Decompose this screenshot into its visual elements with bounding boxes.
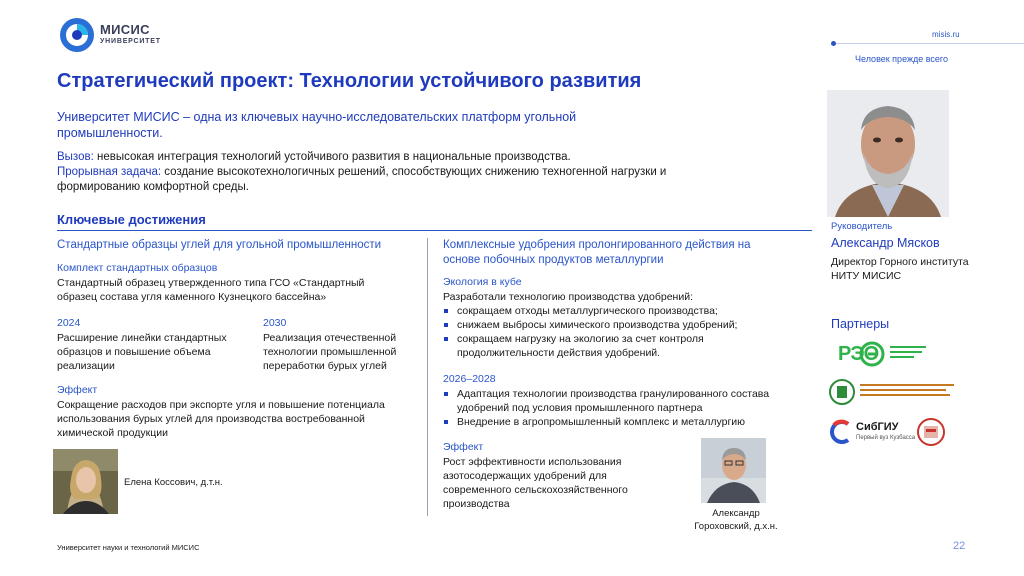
reo-line (890, 356, 914, 358)
partner-reo-logo (828, 340, 928, 368)
gorokhovsky-caption (686, 507, 786, 533)
page-number: 22 (953, 540, 966, 552)
challenge-label: Вызов: (57, 151, 94, 163)
leader-photo (827, 90, 949, 217)
years-bullets (443, 387, 788, 429)
gorokhovsky-name-line2: Гороховский, д.х.н. (694, 521, 778, 532)
partner-institute-logo (828, 378, 956, 406)
partners-heading: Партнеры (831, 317, 890, 331)
gorokhovsky-name-line1: Александр (712, 508, 760, 519)
sibgiu-icon (828, 419, 852, 445)
eco-label: Экология в кубе (443, 276, 522, 288)
kossovich-caption: Елена Коссович, д.т.н. (124, 477, 223, 488)
leader-position: Директор Горного института НИТУ МИСИС (831, 256, 969, 282)
header-divider (834, 43, 1024, 44)
sibgiu-sub: Первый вуз Кузбасса (856, 435, 916, 441)
institute-line (860, 394, 950, 396)
list-item: сокращаем отходы металлургического производства; (443, 304, 788, 318)
list-item: сокращаем нагрузку на экологию за счет контроля продолжительности действия удобрений. (443, 332, 788, 360)
year-2030-text: Реализация отечественной технологии промышленной переработки бурых углей (263, 332, 397, 372)
achievements-heading: Ключевые достижения (57, 212, 206, 227)
left-effect-text: Сокращение расходов при экспорте угля и повышение потенциала использования бурых углей для производства востребованной химической продукции (57, 399, 385, 439)
years-label: 2026–2028 (443, 373, 496, 385)
left-column-title: Стандартные образцы углей для угольной промышленности (57, 239, 382, 251)
leader-name: Александр Мясков (831, 236, 940, 250)
breakthrough-text: создание высокотехнологичных решений, способствующих снижению техногенной нагрузки и формированию комфортной среды. (57, 166, 667, 193)
eco-bullets (443, 304, 788, 360)
kit-text: Стандартный образец утвержденного типа ГСО «Стандартный образец состава угля каменного Кузнецкого бассейна» (57, 277, 365, 303)
year-2024-label: 2024 (57, 317, 81, 329)
year-2030-label: 2030 (263, 317, 287, 329)
footer-text: Университет науки и технологий МИСИС (57, 543, 200, 552)
list-item: Адаптация технологии производства гранулированного состава удобрений под условия промышленного партнера (443, 387, 788, 415)
logo-subtitle: УНИВЕРСИТЕТ (100, 38, 161, 45)
list-item: снижаем выбросы химического производства удобрений; (443, 318, 788, 332)
column-divider (427, 238, 428, 516)
kossovich-photo (53, 449, 118, 514)
right-column-title: Комплексные удобрения пролонгированного действия на основе побочных продуктов металлургии (443, 239, 751, 266)
list-item: Внедрение в агропромышленный комплекс и металлургию (443, 415, 788, 429)
reo-line (890, 346, 926, 348)
institute-emblem-icon (828, 378, 856, 406)
challenge-text: невысокая интеграция технологий устойчивого развития в национальные производства. (93, 151, 571, 163)
breakthrough-label: Прорывная задача: (57, 166, 162, 178)
challenge-paragraph (57, 150, 697, 165)
slogan: Человек прежде всего (855, 54, 949, 64)
reo-text: РЭО (838, 343, 879, 365)
left-effect-label: Эффект (57, 384, 98, 396)
misis-logo-icon (58, 16, 96, 54)
institute-line (860, 389, 946, 391)
achievements-divider (57, 230, 812, 231)
reo-line (890, 351, 922, 353)
right-effect-label: Эффект (443, 441, 484, 453)
partner-sibgiu-logo (828, 417, 918, 447)
breakthrough-paragraph (57, 165, 697, 195)
leader-role: Руководитель (831, 221, 893, 232)
site-link[interactable]: misis.ru (932, 30, 960, 39)
kit-label: Комплект стандартных образцов (57, 262, 218, 274)
page-title: Стратегический проект: Технологии устойчивого развития (57, 70, 642, 92)
institute-line (860, 384, 954, 386)
gorokhovsky-photo (701, 438, 766, 503)
partner-emblem-icon (916, 417, 946, 447)
eco-text: Разработали технологию производства удобрений: (443, 291, 693, 303)
logo-name: МИСИС (100, 22, 150, 37)
intro-text: Университет МИСИС – одна из ключевых научно-исследовательских платформ угольной промышленности. (57, 110, 577, 140)
sibgiu-name: СибГИУ (856, 421, 899, 433)
year-2024-text: Расширение линейки стандартных образцов и повышение объема реализации (57, 332, 227, 372)
right-effect-text: Рост эффективности использования азотосодержащих удобрений для современного сельскохозяйственного производства (443, 456, 628, 510)
header-dot (831, 41, 836, 46)
